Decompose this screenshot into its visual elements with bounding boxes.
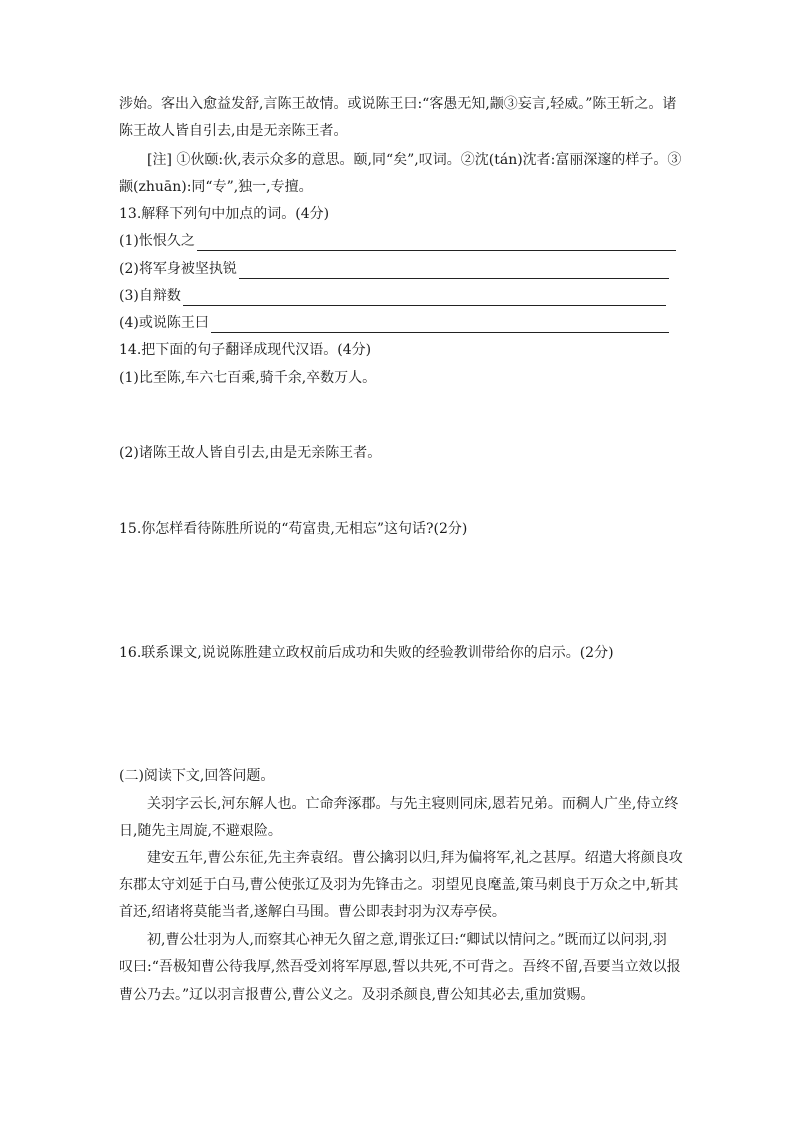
answer-blank[interactable] bbox=[211, 317, 669, 333]
paragraph-line: 关羽字云长,河东解人也。亡命奔涿郡。与先主寝则同床,恩若兄弟。而稠人广坐,侍立终 bbox=[147, 796, 679, 812]
question-14-item: (1)比至陈,车六七百乘,骑千余,卒数万人。 bbox=[119, 370, 377, 386]
question-13-title: 13.解释下列句中加点的词。(4分) bbox=[119, 206, 330, 222]
question-13-item bbox=[119, 259, 669, 279]
question-13-item-label: (1)怅恨久之 bbox=[119, 233, 195, 249]
paragraph-line: 建安五年,曹公东征,先主奔袁绍。曹公擒羽以归,拜为偏将军,礼之甚厚。绍遣大将颜良攻 bbox=[147, 850, 683, 866]
paragraph-line: 叹曰:“吾极知曹公待我厚,然吾受刘将军厚恩,誓以共死,不可背之。吾终不留,吾要当立效以报 bbox=[119, 959, 681, 975]
question-13-item-label: (3)自辩数 bbox=[119, 288, 181, 304]
paragraph-line: 首还,绍诸将莫能当者,遂解白马围。曹公即表封羽为汉寿亭侯。 bbox=[119, 904, 506, 920]
question-13-item-label: (2)将军身被坚执锐 bbox=[119, 261, 237, 277]
answer-blank[interactable] bbox=[183, 290, 666, 306]
answer-blank[interactable] bbox=[197, 235, 676, 251]
section-heading: (二)阅读下文,回答问题。 bbox=[119, 768, 275, 784]
question-13-item bbox=[119, 286, 666, 306]
answer-blank[interactable] bbox=[239, 263, 669, 279]
question-13-item bbox=[119, 231, 676, 251]
paragraph-line: 日,随先主周旋,不避艰险。 bbox=[119, 823, 282, 839]
question-15-title: 15.你怎样看待陈胜所说的“苟富贵,无相忘”这句话?(2分) bbox=[119, 521, 468, 537]
notes-line: 颛(zhuān):同“专”,独一,专擅。 bbox=[119, 179, 313, 195]
question-13-item bbox=[119, 313, 669, 333]
passage-line: 陈王故人皆自引去,由是无亲陈王者。 bbox=[119, 123, 348, 139]
paragraph-line: 东郡太守刘延于白马,曹公使张辽及羽为先锋击之。羽望见良麾盖,策马刺良于万众之中,斩其 bbox=[119, 877, 679, 893]
paragraph-line: 初,曹公壮羽为人,而察其心神无久留之意,谓张辽曰:“卿试以情问之。”既而辽以问羽,羽 bbox=[147, 932, 667, 948]
question-13-item-label: (4)或说陈王曰 bbox=[119, 315, 209, 331]
question-14-item: (2)诸陈王故人皆自引去,由是无亲陈王者。 bbox=[119, 445, 382, 461]
question-14-title: 14.把下面的句子翻译成现代汉语。(4分) bbox=[119, 342, 372, 358]
paragraph-line: 曹公乃去。”辽以羽言报曹公,曹公义之。及羽杀颜良,曹公知其必去,重加赏赐。 bbox=[119, 987, 595, 1003]
question-16-title: 16.联系课文,说说陈胜建立政权前后成功和失败的经验教训带给你的启示。(2分) bbox=[119, 645, 614, 661]
passage-line: 涉始。客出入愈益发舒,言陈王故情。或说陈王曰:“客愚无知,颛③妄言,轻威。”陈王斩之。诸 bbox=[119, 96, 677, 112]
notes-line: [注] ①伙颐:伙,表示众多的意思。颐,同“矣”,叹词。②沈(tán)沈者:富丽深邃的样子。③ bbox=[147, 152, 682, 168]
